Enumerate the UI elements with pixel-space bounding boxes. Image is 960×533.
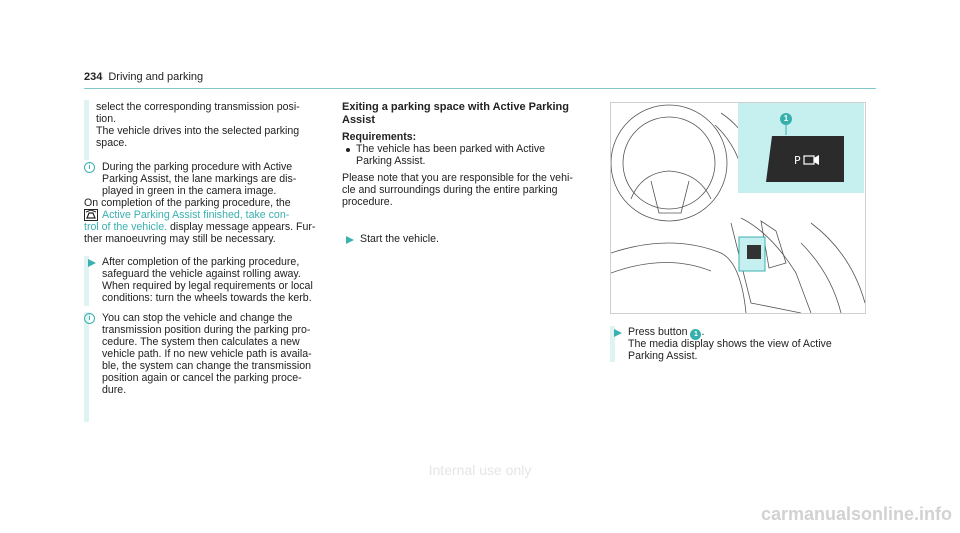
section-heading: Exiting a parking space with Active Parking: [342, 101, 569, 113]
page-number: 234: [84, 71, 103, 83]
text-line: When required by legal requirements or local: [102, 280, 313, 292]
callout-box: [738, 103, 864, 193]
watermark: Internal use only: [428, 462, 532, 478]
display-message: Active Parking Assist finished, take con-: [102, 209, 290, 221]
text-line: ble, the system can change the transmission: [102, 360, 312, 372]
text-line: played in green in the camera image.: [102, 185, 277, 197]
text-line: You can stop the vehicle and change the: [102, 312, 293, 324]
text-line: cle and surroundings during the entire parking: [342, 184, 558, 196]
section-heading: Assist: [342, 114, 376, 126]
text-line: transmission position during the parking pro-: [102, 324, 311, 336]
text-line: cedure. The system then calculates a new: [102, 336, 300, 348]
text-line: tion.: [96, 113, 117, 125]
text-line: Parking Assist.: [628, 350, 698, 362]
text-line: space.: [96, 137, 128, 149]
page-header: [84, 71, 203, 84]
indent-bar: [84, 100, 89, 160]
text-line: Parking Assist.: [356, 155, 426, 167]
text-line: The vehicle drives into the selected parking: [96, 125, 300, 137]
action-arrow-icon: [346, 236, 354, 244]
text-line: Please note that you are responsible for the vehi-: [342, 172, 573, 184]
text-line: On completion of the parking procedure, the: [84, 197, 291, 209]
header-rule: [84, 88, 876, 89]
site-watermark: carmanualsonline.info: [760, 504, 952, 524]
text-span: Press button: [628, 326, 688, 338]
action-arrow-icon: [614, 329, 622, 337]
text-line: select the corresponding transmission posi-: [96, 101, 300, 113]
parking-assist-icon: [84, 209, 98, 221]
requirements-label: Requirements:: [342, 131, 417, 143]
info-icon: i: [84, 313, 95, 324]
text-line: [84, 221, 315, 234]
text-line: After completion of the parking procedure,: [102, 256, 300, 268]
text-line: position again or cancel the parking proce-: [102, 372, 302, 384]
text-line: The media display shows the view of Active: [628, 338, 832, 350]
text-line: During the parking procedure with Active: [102, 161, 293, 173]
parking-camera-button-icon: [766, 136, 844, 182]
text-span: display message appears. Fur-: [169, 221, 316, 233]
section-title: Driving and parking: [108, 71, 204, 83]
text-line: Parking Assist, the lane markings are dis-: [102, 173, 297, 185]
text-line: ther manoeuvring may still be necessary.: [84, 233, 276, 245]
action-arrow-icon: [88, 259, 96, 267]
text-line: The vehicle has been parked with Active: [356, 143, 546, 155]
display-message: trol of the vehicle.: [84, 221, 168, 233]
inline-badge: 1: [690, 329, 701, 340]
text-line: Start the vehicle.: [360, 233, 439, 245]
text-line: vehicle path. If no new vehicle path is availa-: [102, 348, 312, 360]
info-icon: i: [84, 162, 95, 173]
text-span: .: [701, 326, 705, 338]
bullet: [346, 148, 350, 152]
dashboard-illustration: [610, 102, 866, 314]
indent-bar: [84, 312, 89, 422]
svg-text:P: P: [794, 154, 801, 167]
text-line: safeguard the vehicle against rolling away.: [102, 268, 301, 280]
text-line: dure.: [102, 384, 127, 396]
text-line: procedure.: [342, 196, 393, 208]
text-line: conditions: turn the wheels towards the kerb.: [102, 292, 312, 304]
callout-badge: 1: [780, 113, 792, 125]
